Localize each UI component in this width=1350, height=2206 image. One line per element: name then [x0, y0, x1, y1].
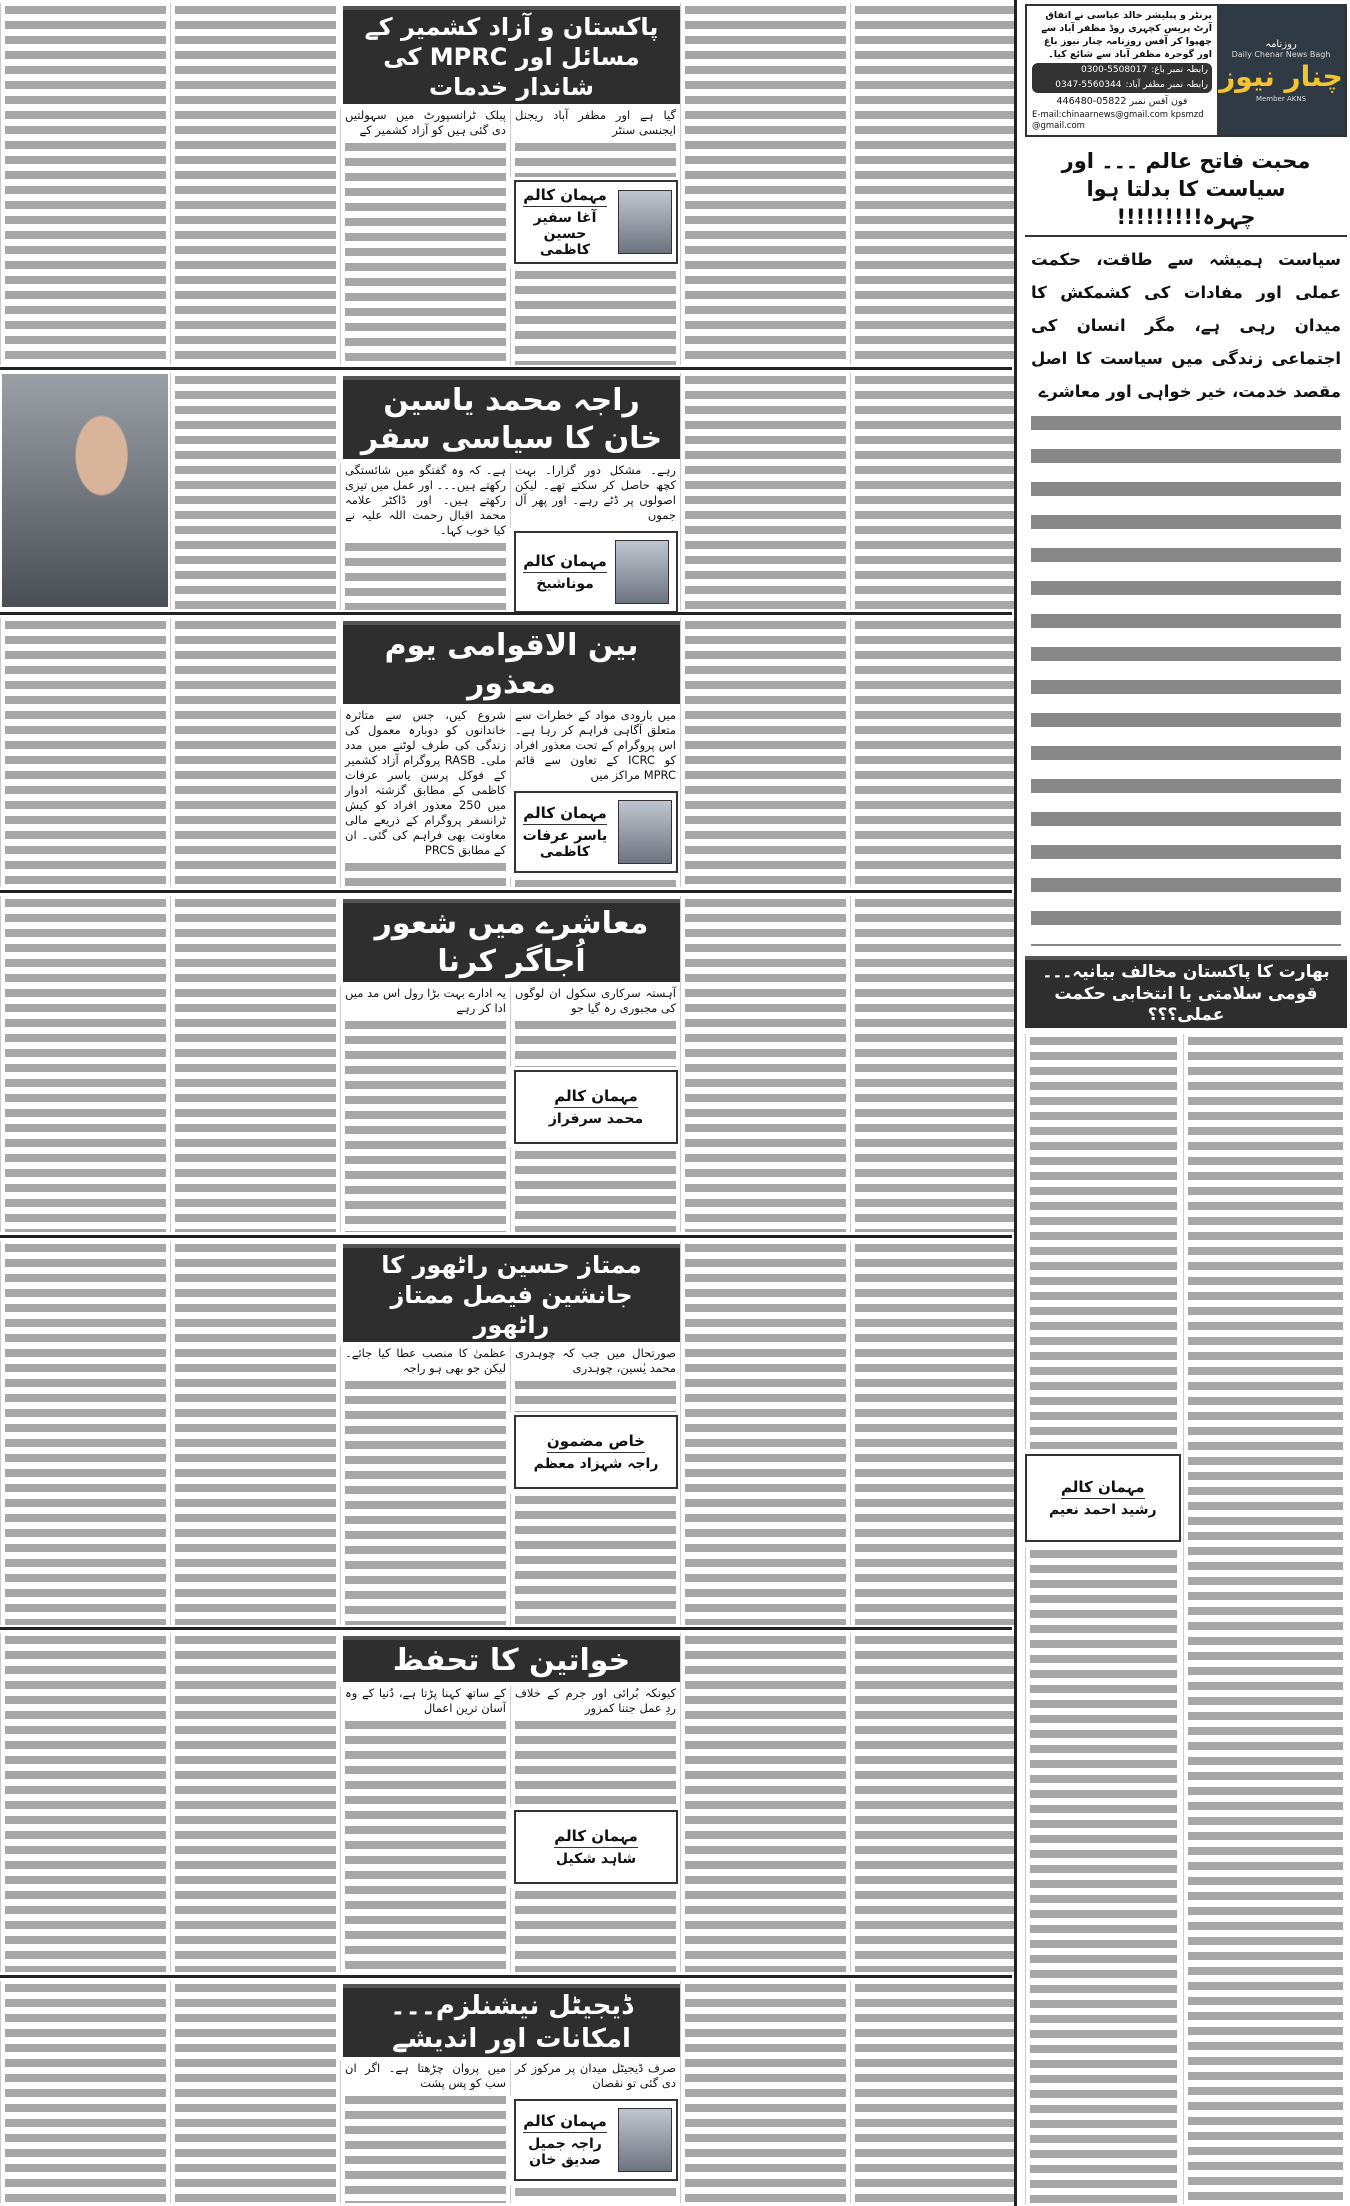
article-column [0, 1241, 170, 1625]
article-column [0, 1981, 170, 2203]
article-snippet: رہے۔ مشکل دور گزارا۔ بہت کچھ حاصل کر سکتے تھے۔ لیکن اصولوں پر ڈٹے رہے۔ اور پھر آل جموں [515, 463, 676, 522]
phone-mzd: 0347-5560344 [1055, 80, 1122, 90]
paper-type: روزنامہ [1265, 38, 1297, 50]
article-column [510, 2185, 680, 2203]
article-snippet: یہ ادارے بہت بڑا رول اس مد میں ادا کر رہے [345, 986, 506, 1015]
article-column [680, 373, 850, 610]
article-column [680, 896, 850, 1232]
office-phone: فون آفس نمبر 05822-446480 [1056, 96, 1188, 107]
guest-label: مہمان کالم [523, 552, 607, 573]
article-column [0, 1633, 170, 1972]
article-snippet: پبلک ٹرانسپورٹ میں سہولتیں دی گئی ہیں کو آزاد کشمیر کے [345, 108, 506, 137]
publisher-line: پرنٹر و پبلیشر خالد عباسی نے اتفاق آرٹ پریس کچہری روڈ مظفر آباد سے چھپوا کر آفس روزنامہ چنار نیوز باغ اور گوجرہ مظفر آباد سے شائع کیا۔ [1041, 10, 1212, 60]
article-column [850, 3, 1020, 365]
right-column [1025, 4, 1347, 2204]
article-snippet: کے ساتھ کہنا پڑتا ہے، دُنیا کے وہ آسان ترین اعمال [345, 1686, 506, 1715]
article-column [0, 896, 170, 1232]
article-column [340, 463, 510, 610]
article-headline: ڈیجیٹل نیشنلزم۔۔۔ امکانات اور اندیشے [343, 1984, 680, 2057]
article-headline: ممتاز حسین راٹھور کا جانشین فیصل ممتاز راٹھور [343, 1244, 680, 1342]
article-column [340, 708, 510, 887]
article-column [170, 373, 340, 610]
author-photo [618, 2108, 672, 2172]
right-article-column-right [1025, 1034, 1181, 2204]
phone-bar [1032, 63, 1212, 93]
article-column [510, 1888, 680, 1972]
emails: E-mail:chinaarnews@gmail.com kpsmzd@gmail.com [1032, 110, 1204, 131]
guest-column-box [514, 1070, 678, 1144]
article-snippet: آہستہ سرکاری سکول ان لوگوں کی مجبوری رہ گیا جو [515, 986, 676, 1015]
article-column [340, 108, 510, 365]
guest-name: آغا سفیر حسین کاظمی [533, 210, 597, 258]
guest-label: مہمان کالم [554, 1827, 638, 1848]
article-column [510, 2061, 680, 2096]
article-column [340, 1686, 510, 1972]
article-column [850, 373, 1020, 610]
logo [1217, 6, 1345, 135]
masthead [1025, 4, 1347, 137]
article-headline: بین الاقوامی یوم معذور [343, 621, 680, 704]
article-column [850, 1981, 1020, 2203]
article-column [170, 1981, 340, 2203]
article-column [170, 3, 340, 365]
guest-name: موناشیخ [536, 576, 594, 592]
article-column [510, 463, 680, 528]
article-column [680, 1241, 850, 1625]
guest-column-box [514, 791, 678, 873]
phone-bagh-label: رابطہ نمبر باغ: [1151, 65, 1208, 75]
guest-name: شاہد شکیل [555, 1851, 637, 1867]
section-divider [0, 1235, 1012, 1238]
section-divider [0, 612, 1012, 615]
guest-label: مہمان کالم [523, 804, 607, 825]
guest-column-box [514, 1415, 678, 1489]
guest-column-box [514, 2099, 678, 2181]
article-column [850, 1633, 1020, 1972]
phone-mzd-label: رابطہ نمبر مظفر آباد: [1125, 80, 1208, 90]
article-column [510, 1686, 680, 1807]
guest-label: خاص مضمون [547, 1432, 645, 1453]
article-column [680, 3, 850, 365]
article-snippet: میں پروان چڑھتا ہے۔ اگر ان سب کو پس پشت [345, 2061, 506, 2090]
article-column [170, 618, 340, 887]
right-article-headline: بھارت کا پاکستان مخالف بیانیہ۔۔۔ قومی سلامتی یا انتخابی حکمت عملی؟؟؟ [1025, 956, 1347, 1028]
guest-label: مہمان کالم [523, 2112, 607, 2133]
editorial-headline: محبت فاتح عالم ۔۔۔ اور سیاست کا بدلتا ہوا چہرہ!!!!!!!!! [1025, 147, 1347, 237]
author-photo [2, 374, 168, 607]
article-column [510, 708, 680, 788]
editorial-text-lines [1031, 408, 1341, 946]
article-headline: خواتین کا تحفظ [343, 1636, 680, 1682]
guest-column-box [514, 531, 678, 613]
article-column [170, 1241, 340, 1625]
article-column [510, 1346, 680, 1412]
guest-name: محمد سرفراز [548, 1111, 644, 1127]
article-headline: پاکستان و آزاد کشمیر کے مسائل اور MPRC کی شاندار خدمات [343, 6, 680, 104]
article-column [0, 618, 170, 887]
right-article-column [1025, 1034, 1181, 1449]
article-snippet: شروع کیں، جس سے متاثرہ خاندانوں کو دوبارہ معمول کی زندگی کی طرف لوٹنے میں مدد ملی۔ RASB پروگرام آزاد کشمیر کے فوکل پرسن یاسر عرفات کاظمی کے مطابق گزشتہ ادوار میں 250 معذور افراد کو کیش ٹرانسفر پروگرام کے ذریعے مالی معاونت بھی فراہم کی گئی۔ ان کے مطابق PRCS [345, 708, 506, 857]
article-column [0, 3, 170, 365]
article-headline: راجہ محمد یاسین خان کا سیاسی سفر [343, 376, 680, 459]
section-divider [0, 890, 1012, 893]
article-column [510, 986, 680, 1067]
guest-label: مہمان کالم [1061, 1478, 1145, 1499]
right-article-column [1183, 1034, 1348, 2204]
article-snippet: عظمیٰ کا منصب عطا کیا جائے۔ لیکن جو بھی ہو راجہ [345, 1346, 506, 1375]
editorial-text: سیاست ہمیشہ سے طاقت، حکمت عملی اور مفادات کی کشمکش کا میدان رہی ہے، مگر انسان کی اجتماعی زندگی میں سیاست کا اصل مقصد خدمت، خیر خواہی اور معاشرے [1031, 250, 1341, 401]
member-label: Member AKNS [1255, 94, 1307, 103]
guest-name: راجہ شہزاد معظم [533, 1456, 659, 1472]
article-snippet: صورتحال میں جب کہ چوہدری محمد یٰسین، چوہدری [515, 1346, 676, 1375]
logo-text: چنار نیوز [1219, 59, 1343, 93]
article-column [510, 1148, 680, 1232]
article-column [850, 618, 1020, 887]
article-column [510, 268, 680, 365]
article-column [850, 1241, 1020, 1625]
guest-name: راجہ جمیل صدیق خان [528, 2136, 602, 2168]
guest-name: یاسر عرفات کاظمی [522, 828, 608, 860]
article-column [510, 877, 680, 887]
guest-label: مہمان کالم [554, 1087, 638, 1108]
right-article-column [1025, 1547, 1181, 2204]
article-column [170, 896, 340, 1232]
article-column [850, 896, 1020, 1232]
author-photo [615, 540, 669, 604]
column-divider [1014, 0, 1017, 2206]
section-divider [0, 1975, 1012, 1978]
article-snippet: ہے۔ کہ وہ گفتگو میں شائستگی رکھتے ہیں۔۔۔ اور عمل میں تیزی رکھتے ہیں۔ اور ڈاکٹر علامہ محمد اقبال رحمت اللہ علیہ نے کیا خوب کہا۔ [345, 463, 506, 537]
article-snippet: صرف ڈیجیٹل میدان پر مرکوز کر دی گئی تو نقصان [515, 2061, 676, 2090]
publisher-info [1027, 6, 1217, 135]
article-column [510, 108, 680, 177]
english-name: Daily Chenar News Bagh [1231, 49, 1331, 59]
article-snippet: کیونکہ بُرائی اور جرم کے خلاف ردِ عمل جتنا کمزور [515, 1686, 676, 1715]
article-column [680, 618, 850, 887]
guest-column-box [1025, 1454, 1181, 1542]
right-article-body [1025, 1034, 1347, 2204]
article-headline: معاشرے میں شعور اُجاگر کرنا [343, 899, 680, 982]
guest-column-box [514, 1810, 678, 1884]
section-divider [0, 367, 1012, 370]
article-snippet: گیا ہے اور مظفر آباد ریجنل ایجنسی سنٹر [515, 108, 676, 137]
article-column [340, 1346, 510, 1625]
guest-name: رشید احمد نعیم [1048, 1502, 1157, 1518]
article-column [510, 1493, 680, 1625]
article-column [170, 1633, 340, 1972]
guest-label: مہمان کالم [523, 186, 607, 207]
article-column [340, 986, 510, 1232]
editorial-body [1025, 243, 1347, 946]
article-column [680, 1981, 850, 2203]
section-divider [0, 1627, 1012, 1630]
author-photo [618, 190, 672, 254]
article-column [340, 2061, 510, 2203]
guest-column-box [514, 180, 678, 264]
phone-bagh: 0300-5508017 [1080, 65, 1148, 75]
article-snippet: میں بارودی مواد کے خطرات سے متعلق آگاہی فراہم کر رہا ہے۔ اس پروگرام کے تحت معذور افراد کو ICRC کے تعاون سے قائم MPRC مراکز میں [515, 708, 676, 782]
article-column [680, 1633, 850, 1972]
author-photo [618, 800, 672, 864]
